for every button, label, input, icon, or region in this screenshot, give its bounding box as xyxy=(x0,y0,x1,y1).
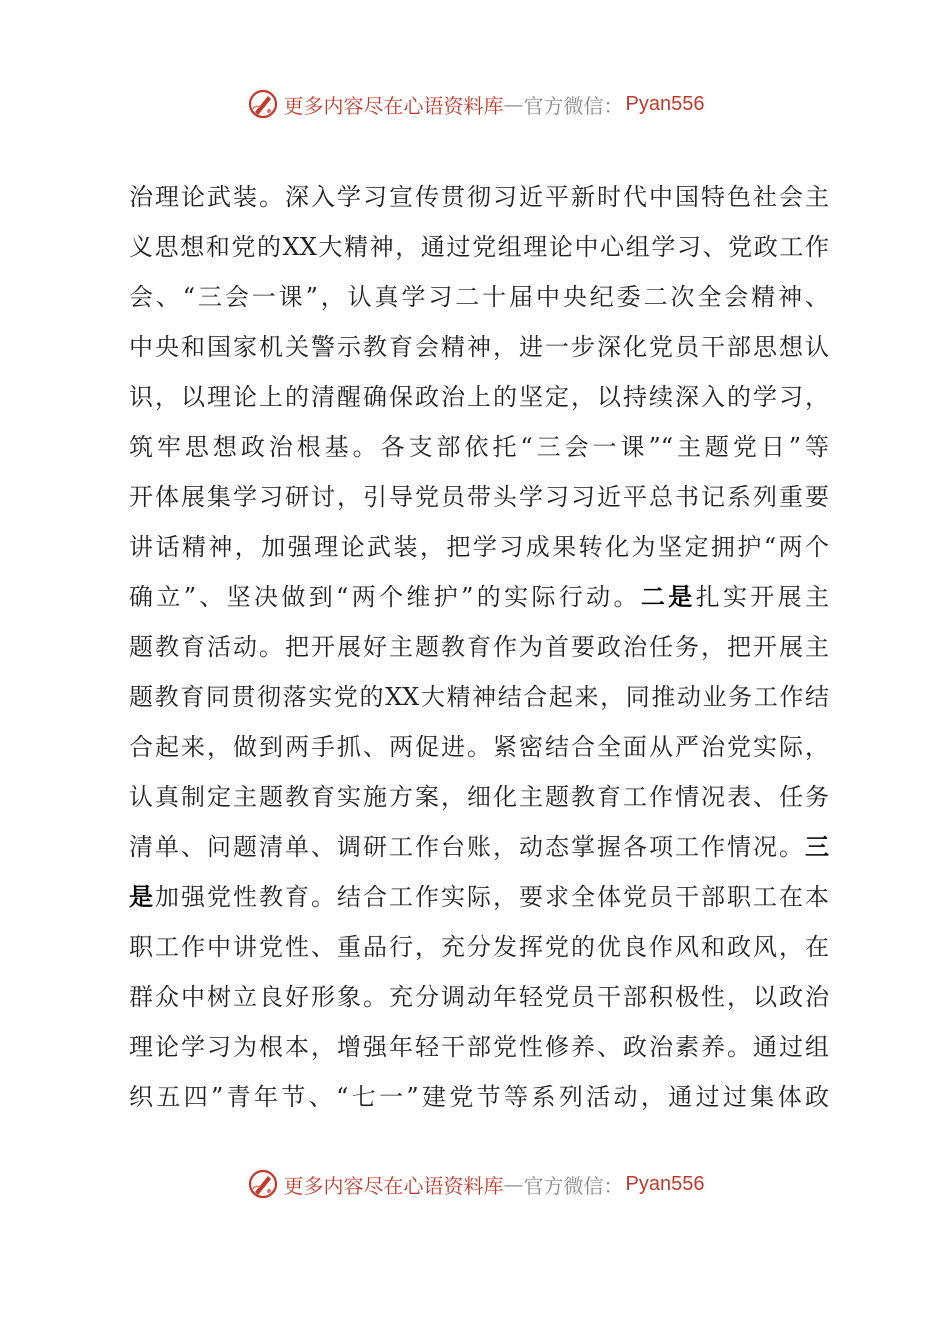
header-brand: 更多内容尽在心语资料库 xyxy=(283,93,504,118)
document-body xyxy=(129,172,849,1122)
header-wechat-id: Pyan556 xyxy=(625,92,705,115)
body-line: 开体展集学习研讨，引导党员带头学习习近平总书记系列重要 xyxy=(129,483,829,511)
footer-brand: 更多内容尽在心语资料库 xyxy=(283,1173,504,1198)
body-line: 识，以理论上的清醒确保政治上的坚定，以持续深入的学习， xyxy=(129,383,829,411)
body-line: 题教育活动。把开展好主题教育作为首要政治任务，把开展主 xyxy=(129,633,829,661)
body-line: 合起来，做到两手抓、两促进。紧密结合全面从严治党实际， xyxy=(129,733,829,761)
body-line: 认真制定主题教育实施方案，细化主题教育工作情况表、任务 xyxy=(129,783,829,811)
header-watermark xyxy=(0,84,950,124)
body-line: 讲话精神，加强理论武装，把学习成果转化为坚定拥护“两个 xyxy=(129,533,829,561)
header-wechat-label: 官方微信： xyxy=(523,93,624,118)
header-separator: — xyxy=(503,92,524,116)
footer-wechat-label: 官方微信： xyxy=(523,1173,624,1198)
body-line: 织五四”青年节、“七一”建党节等系列活动，通过过集体政 xyxy=(129,1083,829,1111)
body-line: 治理论武装。深入学习宣传贯彻习近平新时代中国特色社会主 xyxy=(129,183,829,211)
footer-wechat-id: Pyan556 xyxy=(625,1172,705,1195)
body-line: 确立”、坚决做到“两个维护”的实际行动。二是扎实开展主 xyxy=(129,582,830,611)
body-line: 中央和国家机关警示教育会精神，进一步深化党员干部思想认 xyxy=(129,333,829,361)
pen-logo-icon xyxy=(246,1167,280,1201)
footer-watermark xyxy=(0,1164,950,1204)
emphasis-marker: 二是 xyxy=(640,582,696,611)
footer-separator: — xyxy=(503,1172,524,1196)
body-line: 义思想和党的XX大精神，通过党组理论中心组学习、党政工作 xyxy=(129,233,829,261)
emphasis-marker: 是 xyxy=(129,882,155,911)
body-line: 会、“三会一课”，认真学习二十届中央纪委二次全会精神、 xyxy=(129,283,829,311)
body-line: 筑牢思想政治根基。各支部依托“三会一课”“主题党日”等 xyxy=(129,433,829,461)
body-line: 题教育同贯彻落实党的XX大精神结合起来，同推动业务工作结 xyxy=(129,683,829,711)
body-line: 职工作中讲党性、重品行，充分发挥党的优良作风和政风，在 xyxy=(129,933,829,961)
body-line: 理论学习为根本，增强年轻干部党性修养、政治素养。通过组 xyxy=(129,1033,829,1061)
body-line: 群众中树立良好形象。充分调动年轻党员干部积极性，以政治 xyxy=(129,983,829,1011)
pen-logo-icon xyxy=(246,87,280,121)
body-line: 是加强党性教育。结合工作实际，要求全体党员干部职工在本 xyxy=(129,882,829,911)
emphasis-marker: 三 xyxy=(805,832,829,861)
body-line: 清单、问题清单、调研工作台账，动态掌握各项工作情况。三 xyxy=(129,832,829,861)
